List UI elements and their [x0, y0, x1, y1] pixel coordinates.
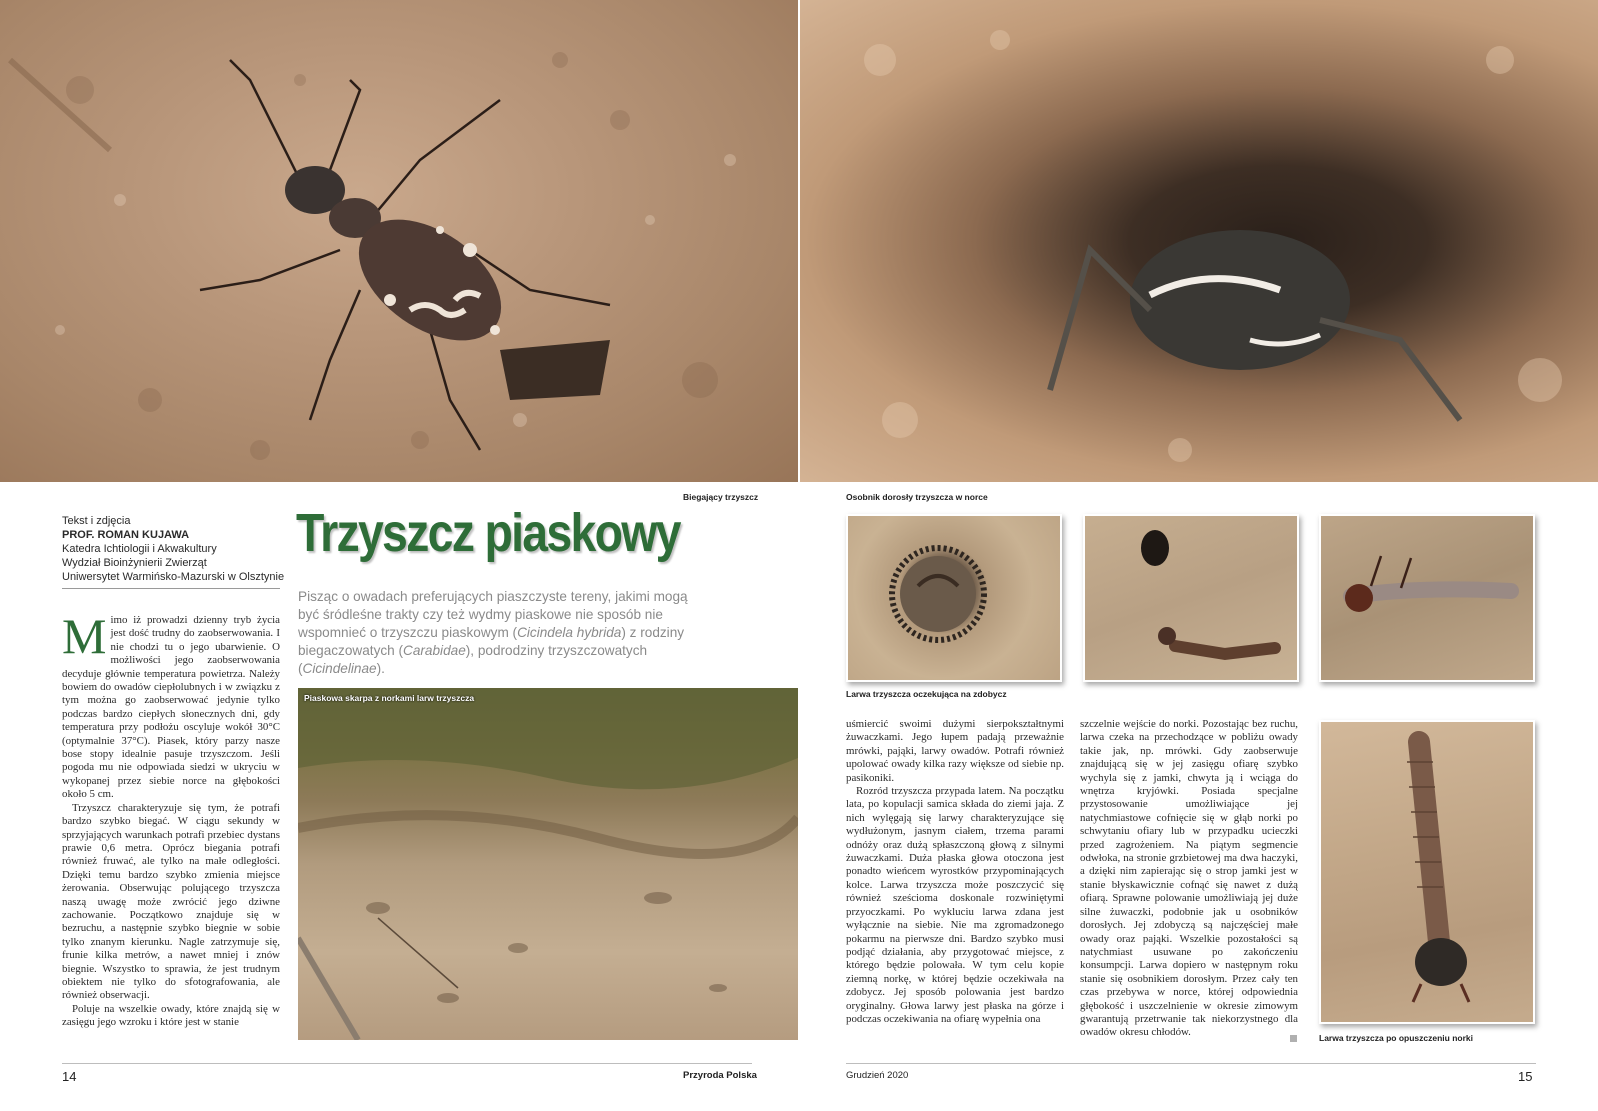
footer-rule-right	[846, 1063, 1536, 1064]
magazine-name: Przyroda Polska	[683, 1070, 757, 1081]
author-line-3: Uniwersytet Warmińsko-Mazurski w Olsztynie	[62, 571, 285, 583]
body-column-3	[1080, 718, 1298, 1048]
lead-part-2: ) z rodziny biegaczowatych (	[298, 625, 685, 658]
article-title: Trzyszcz piaskowy	[296, 503, 680, 563]
lead-part-1: Pisząc o owadach preferujących piaszczyste tereny, jakimi mogą być śródleśne trakty czy też wydmy piaskowe nie sposób nie wspomnieć o trzyszczu piaskowym (	[298, 589, 688, 640]
burrow-hole-illustration	[1085, 516, 1297, 680]
caption-adult-in-burrow: Osobnik dorosły trzyszcza w norce	[846, 492, 988, 502]
body-paragraph: szczelnie wejście do norki. Pozostając bez ruchu, larwa czeka na przechodzące w pobliżu owady takie jak, np. mrówki. Gdy zaobserwuje znajdującą się w jej zasięgu ofiarę szybko wychyla się z jamki, chwyta ją i wciąga do wnętrza kryjówki. Posiada specjalne przystosowanie umożliwiające jej natychmiastowe cofnięcie się w głąb norki po schwytaniu ofiary lub w przypadku ucieczki przed zagrożeniem. Na piątym segmencie odwłoka, na stronie grzbietowej ma dwa haczyki, a dzięki nim zapierając się o strop jamki jest w stanie błyskawicznie cofnąć się nawet z dużą ofiarą. Sprawne polowanie umożliwiają jej duże silne żuwaczki, podobnie jak u osobników dorosłych. Jej zdobyczą są najczęściej małe owady oraz pająki. Wszelkie pozostałości są natychmiast usuwane po zakończeniu konsumpcji. Larwa dopiero w następnym roku stanie się osobnikiem dorosłym. Przez cały ten czas przebywa w norce, której odpowiednia głębokość i uszczelnienie w okresie zimowym gwarantują przetrwanie tak niekorzystnego dla owadów okresu chłodów.	[1080, 718, 1298, 1039]
caption-larva-out: Larwa trzyszcza po opuszczeniu norki	[1319, 1033, 1473, 1043]
page-number-right: 15	[1518, 1069, 1533, 1084]
dropcap: M	[62, 614, 107, 664]
photo-larva-out	[1319, 720, 1535, 1024]
lead-latin-2: Carabidae	[403, 643, 466, 658]
caption-sand-bank: Piaskowa skarpa z norkami larw trzyszcza	[304, 693, 475, 703]
author-line-2: Wydział Bioinżynierii Zwierząt	[62, 557, 207, 569]
sand-bank-illustration	[298, 688, 798, 1040]
body-paragraph: Rozród trzyszcza przypada latem. Na początku lata, po kopulacji samica składa do ziemi jaja. Z nich wylęgają się larwy charakteryzujące się wydłużonym, jasnym ciałem, trzema parami odnóży oraz dużą spłaszczoną głową z silnymi żuwaczkami. Duża płaska głowa otoczona jest ponadto wieńcem wyrostków przypominających kolce. Larwa trzyszcza może poszczycić się również sześcioma doskonale rozwiniętymi przyoczkami. Po wykluciu larwa zdana jest wyłącznie na siebie. Nie ma zgromadzonego pokarmu na pierwsze dni. Bardzo szybko musi podjąć działania, aby przygotować miejsce, z którego będzie polowała. W tym celu kopie ziemną norkę, w której będzie oczekiwała na zdobycz. Jej sposób polowania jest bardzo oryginalny. Głowa larwy jest płaska na górze i podczas oczekiwania na ofiarę wypełnia ona	[846, 785, 1064, 1025]
body-column-2	[846, 718, 1064, 1048]
issue-date: Grudzień 2020	[846, 1070, 909, 1081]
photo-sand-bank	[298, 688, 798, 1040]
body-paragraph: Poluje na wszelkie owady, które znajdą się w zasięgu jego wzroku i które jest w stanie	[62, 1002, 280, 1029]
author-label: Tekst i zdjęcia	[62, 515, 131, 527]
caption-running-beetle: Biegający trzyszcz	[683, 492, 759, 502]
photo-running-beetle	[0, 0, 798, 482]
photo-larva-crawling	[1319, 514, 1535, 682]
photo-adult-in-burrow	[800, 0, 1598, 482]
body-paragraph: uśmiercić swoimi dużymi sierpokształtnymi żuwaczkami. Jego łupem padają przeważnie mrówki, pająki, larwy owadów. Potrafi również upolować owady kilka razy większe od siebie np. pasikoniki.	[846, 718, 1064, 784]
caption-larva-waiting: Larwa trzyszcza oczekująca na zdobycz	[846, 689, 1007, 699]
body-paragraph: imo iż prowadzi dzienny tryb życia jest dość trudny do zaobserwowania. I nie chodzi tu o jego ubarwienie. O możliwości jego zaobserwowania decyduje głównie temperatura powietrza. Należy bowiem do owadów ciepłolubnych i w związku z tym można go zaobserwować jedynie tylko podczas bardzo ciepłych słonecznych dni, gdy temperatura przy podłożu oscyluje wokół 30°C (optymalnie 37°C). Piasek, który parzy nasze bose stopy idealnie pasuje trzyszczom. Jeśli pogoda mu nie odpowiada siedzi w ukryciu w wykopanej przez siebie norce na głębokości około 5 cm.	[62, 614, 280, 801]
article-lead	[298, 588, 698, 678]
author-name: PROF. ROMAN KUJAWA	[62, 529, 190, 541]
page-number-left: 14	[62, 1069, 77, 1084]
lead-latin-1: Cicindela hybrida	[517, 625, 622, 640]
photo-larva-burrow-hole	[1083, 514, 1299, 682]
beetle-illustration	[0, 0, 798, 482]
lead-part-4: ).	[376, 661, 385, 676]
burrow-illustration	[800, 0, 1598, 482]
body-column-1	[62, 614, 280, 1044]
end-of-article-marker	[1290, 1035, 1297, 1042]
larva-crawling-illustration	[1321, 516, 1533, 680]
photo-larva-waiting	[846, 514, 1062, 682]
larva-out-illustration	[1321, 722, 1533, 1022]
author-line-1: Katedra Ichtiologii i Akwakultury	[62, 543, 217, 555]
larva-head-illustration	[848, 516, 1060, 680]
author-block	[62, 514, 292, 584]
lead-latin-3: Cicindelinae	[302, 661, 377, 676]
lead-part-3: ), podrodziny trzyszczowatych (	[298, 643, 648, 676]
body-paragraph: Trzyszcz charakteryzuje się tym, że potrafi bardzo szybko biegać. W ciągu sekundy w sprzyjających warunkach potrafi przebiec dystans prawie 0,6 metra. Oprócz biegania potrafi również fruwać, ale tylko na małe odległości. Dzięki temu bardzo szybko zmienia miejsce żerowania. Obserwując polującego trzyszcza naszą uwagę może zwrócić jego dziwne zachowanie. Początkowo znajduje się w bezruchu, a następnie szybko biegnie w sobie tylko znanym kierunku. Nagle zatrzymuje się, frunie kilka metrów, a nawet mniej i znów biegnie. Wszystko to sprawia, że jest trudnym obiektem nie tylko do sfotografowania, ale również obserwacji.	[62, 801, 280, 1002]
footer-rule-left	[62, 1063, 752, 1064]
author-divider	[62, 588, 280, 589]
